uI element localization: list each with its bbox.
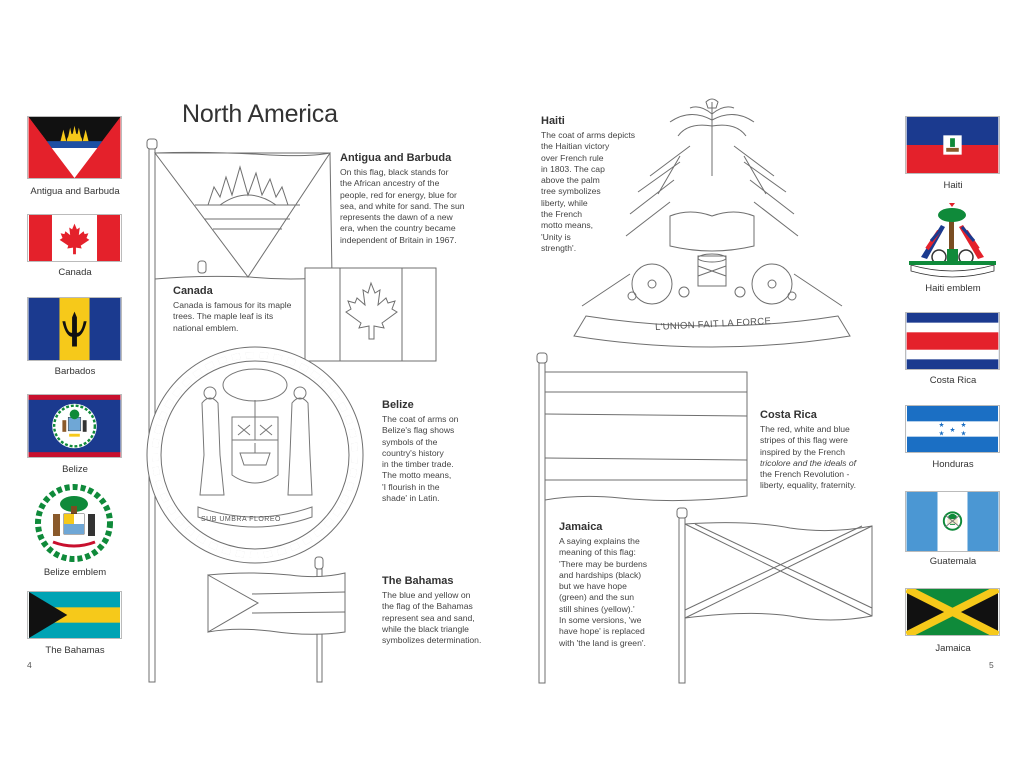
- costa-rica-text-line: liberty, equality, fraternity.: [760, 480, 856, 491]
- bahamas-flag-thumbnail: [27, 591, 122, 639]
- haiti-flag-icon: [906, 117, 999, 173]
- antigua-description: [340, 152, 500, 246]
- page-number-left: 4: [27, 660, 32, 670]
- canada-description: [173, 285, 313, 334]
- flag-caption-honduras: Honduras: [932, 459, 974, 470]
- jamaica-text-line: A saying explains the: [559, 536, 640, 546]
- flag-caption-belize-emblem: Belize emblem: [43, 567, 107, 578]
- costa-rica-flag-icon: [906, 313, 999, 369]
- jamaica-text-line: with 'the land is green'.: [559, 637, 646, 648]
- honduras-flag-icon: [906, 406, 999, 452]
- antigua-flag-icon: [28, 117, 121, 178]
- svg-text:★: ★: [960, 429, 967, 438]
- costa-rica-description: [760, 409, 890, 492]
- haiti-text-line: strength'.: [541, 242, 577, 253]
- svg-text:★: ★: [938, 421, 945, 430]
- canada-text-line: Canada is famous for its maple: [173, 300, 292, 310]
- belize-text-line: The motto means,: [382, 470, 452, 481]
- haiti-text-line: 'Unity is: [541, 231, 571, 242]
- bahamas-flag-icon: [28, 592, 121, 638]
- belize-title: Belize: [382, 399, 414, 411]
- haiti-text-line: above the palm: [541, 175, 600, 186]
- haiti-text-line: in 1803. The cap: [541, 163, 605, 174]
- costa-rica-flag-thumbnail: [905, 312, 1000, 370]
- svg-text:★: ★: [949, 425, 956, 434]
- haiti-text-line: the French: [541, 209, 583, 220]
- belize-text-line: country's history: [382, 447, 444, 458]
- svg-text:★: ★: [960, 421, 967, 430]
- belize-text-line: The coat of arms on: [382, 414, 459, 424]
- honduras-flag-thumbnail: [905, 405, 1000, 453]
- jamaica-text-line: In some versions, 'we: [559, 615, 642, 626]
- costa-rica-text-line: stripes of this flag were: [760, 435, 848, 446]
- haiti-emblem-thumbnail: [905, 201, 1000, 279]
- barbados-flag-thumbnail: [27, 297, 122, 361]
- haiti-text-line: over French rule: [541, 152, 604, 163]
- barbados-flag-icon: [28, 298, 121, 360]
- bahamas-text-line: represent sea and sand,: [382, 612, 475, 623]
- jamaica-flag-icon: [906, 589, 999, 635]
- jamaica-text-line: still shines (yellow).': [559, 603, 635, 614]
- haiti-text-line: tree symbolizes: [541, 186, 601, 197]
- costa-rica-text-line: The red, white and blue: [760, 424, 850, 434]
- belize-emblem-thumbnail: [33, 484, 115, 562]
- bahamas-text-line: while the black triangle: [382, 623, 469, 634]
- belize-flag-thumbnail: [27, 394, 122, 458]
- antigua-text-line: the African ancestry of the: [340, 178, 440, 189]
- flag-caption-guatemala: Guatemala: [929, 556, 977, 567]
- jamaica-text-line: have hope' is replaced: [559, 626, 645, 637]
- svg-text:★: ★: [938, 429, 945, 438]
- jamaica-text-line: but we have hope: [559, 581, 627, 592]
- bahamas-text-line: symbolizes determination.: [382, 635, 482, 646]
- flag-caption-costa-rica: Costa Rica: [929, 375, 977, 386]
- antigua-text-line: On this flag, black stands for: [340, 167, 449, 177]
- antigua-text-line: independent of Britain in 1967.: [340, 234, 457, 245]
- antigua-text-line: represents the dawn of a new: [340, 212, 453, 223]
- haiti-motto: L'UNION FAIT LA FORCE: [654, 315, 772, 334]
- antigua-text-line: era, when the country became: [340, 223, 456, 234]
- jamaica-text-line: meaning of this flag:: [559, 547, 636, 558]
- canada-text-line: national emblem.: [173, 322, 239, 333]
- haiti-text-line: the Haitian victory: [541, 141, 610, 152]
- jamaica-text-line: (green) and the sun: [559, 592, 635, 603]
- flag-caption-haiti: Haiti: [943, 180, 963, 191]
- haiti-text-line: motto means,: [541, 220, 594, 231]
- flag-caption-jamaica: Jamaica: [935, 643, 971, 654]
- jamaica-text-line: and hardships (black): [559, 569, 642, 580]
- costa-rica-text-line: tricolore and the ideals of: [760, 457, 857, 468]
- canada-title: Canada: [173, 285, 213, 297]
- bahamas-title: The Bahamas: [382, 575, 454, 587]
- haiti-flag-thumbnail: [905, 116, 1000, 174]
- flag-caption-belize: Belize: [62, 464, 88, 475]
- bahamas-text-line: the flag of the Bahamas: [382, 601, 473, 612]
- flag-caption-bahamas: The Bahamas: [45, 645, 105, 656]
- belize-emblem-icon: [33, 484, 115, 562]
- bahamas-description: [382, 575, 507, 646]
- belize-motto: SUB UMBRA FLOREO: [201, 516, 281, 523]
- antigua-text-line: sea, and white for sand. The sun: [340, 200, 465, 211]
- costa-rica-text-line: the French Revolution -: [760, 469, 850, 480]
- flag-caption-barbados: Barbados: [54, 366, 96, 377]
- canada-flag-thumbnail: [27, 214, 122, 262]
- haiti-description: [541, 115, 651, 254]
- bahamas-text-line: The blue and yellow on: [382, 590, 471, 600]
- flag-caption-canada: Canada: [58, 267, 92, 278]
- jamaica-title: Jamaica: [559, 521, 603, 533]
- flag-caption-antigua: Antigua and Barbuda: [30, 186, 120, 197]
- canada-flag-icon: [28, 215, 121, 261]
- belize-flag-icon: [28, 395, 121, 457]
- belize-text-line: shade' in Latin.: [382, 493, 440, 504]
- jamaica-text-line: 'There may be burdens: [559, 558, 648, 569]
- guatemala-flag-icon: [906, 492, 999, 551]
- antigua-title: Antigua and Barbuda: [340, 152, 452, 164]
- belize-text-line: 'I flourish in the: [382, 481, 440, 492]
- belize-description: [382, 399, 492, 504]
- belize-text-line: Belize's flag shows: [382, 425, 455, 436]
- jamaica-description: [559, 521, 669, 649]
- haiti-title: Haiti: [541, 115, 565, 127]
- antigua-flag-thumbnail: [27, 116, 122, 179]
- guatemala-flag-thumbnail: [905, 491, 1000, 552]
- page-title: North America: [182, 100, 338, 128]
- costa-rica-title: Costa Rica: [760, 409, 817, 421]
- haiti-emblem-icon: [905, 201, 1000, 279]
- flag-caption-haiti-emblem: Haiti emblem: [925, 283, 981, 294]
- belize-text-line: symbols of the: [382, 436, 438, 447]
- belize-text-line: in the timber trade.: [382, 459, 454, 470]
- canada-text-line: trees. The maple leaf is its: [173, 311, 274, 322]
- antigua-text-line: people, red for energy, blue for: [340, 189, 457, 200]
- haiti-text-line: liberty, while: [541, 197, 588, 208]
- jamaica-flag-thumbnail: [905, 588, 1000, 636]
- costa-rica-text-line: inspired by the French: [760, 446, 846, 457]
- haiti-text-line: The coat of arms depicts: [541, 130, 636, 140]
- page-number-right: 5: [989, 660, 994, 670]
